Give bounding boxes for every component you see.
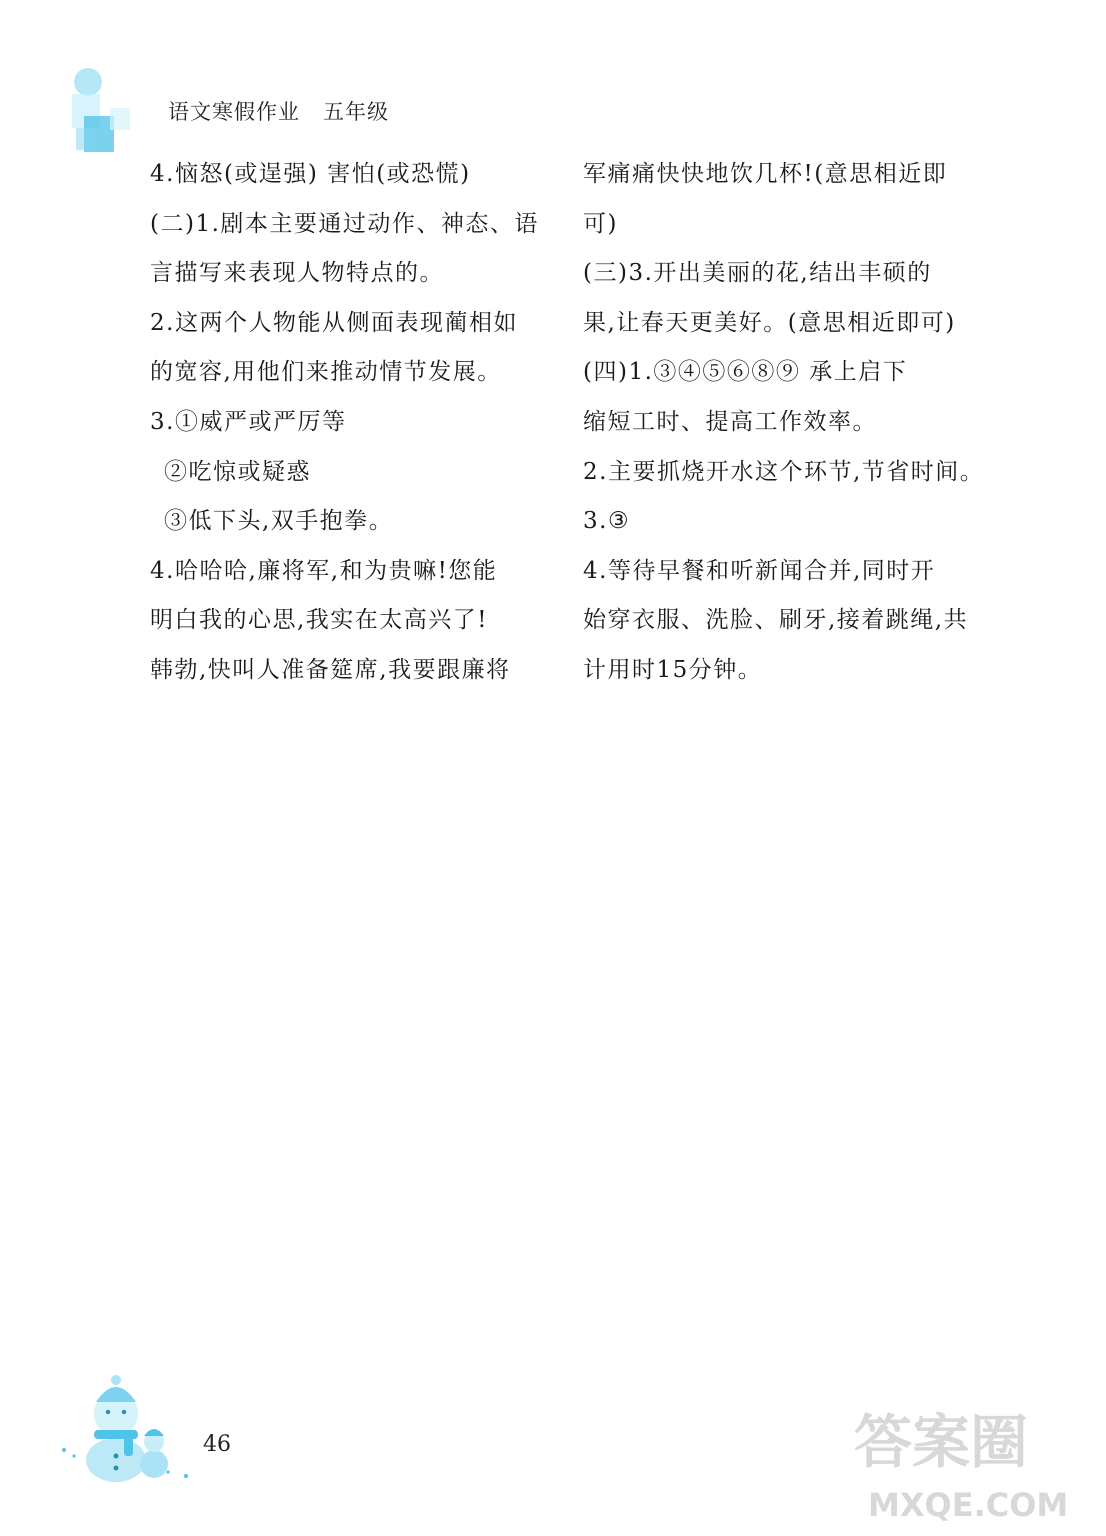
answer-line: 3.③ [583,508,631,535]
answer-line: 军痛痛快快地饮几杯!(意思相近即 [583,161,948,187]
answer-line: 3.①威严或严厉等 [150,408,347,435]
watermark-url-text: MXQE.COM [868,1486,1069,1524]
answer-line: 4.恼怒(或逞强) 害怕(或恐慌) [150,161,471,187]
answer-line: 始穿衣服、洗脸、刷牙,接着跳绳,共 [583,607,969,634]
answer-line: 2.这两个人物能从侧面表现蔺相如 [150,309,518,336]
left-answer-column [150,150,550,696]
page-header-title: 语文寒假作业 五年级 [168,100,390,124]
answer-line: (三)3.开出美丽的花,结出丰硕的 [583,260,932,287]
answer-line: 4.哈哈哈,廉将军,和为贵嘛!您能 [150,557,498,584]
answer-line: 可) [583,210,618,237]
answer-line: 计用时15分钟。 [583,656,763,683]
answer-line: (二)1.剧本主要通过动作、神态、语 [150,210,539,237]
answer-line: 言描写来表现人物特点的。 [150,260,444,287]
answer-line: 4.等待早餐和听新闻合并,同时开 [583,557,936,584]
answer-line: 缩短工时、提高工作效率。 [583,408,877,435]
snowman-icon [56,1372,196,1482]
watermark-logo-icon [848,1380,1088,1530]
right-answer-column [583,150,985,696]
watermark-logo-text: 答案圈 [854,1408,1029,1476]
answer-line: 2.主要抓烧开水这个环节,节省时间。 [583,458,985,485]
answer-line: 果,让春天更美好。(意思相近即可) [583,309,956,336]
answer-line: 韩勃,快叫人准备筵席,我要跟廉将 [150,656,511,683]
answer-line: 的宽容,用他们来推动情节发展。 [150,359,502,386]
page-number: 46 [203,1432,231,1457]
answer-line: (四)1.③④⑤⑥⑧⑨ 承上启下 [583,359,908,386]
header-decoration-icon [66,64,146,164]
answer-line: ②吃惊或疑惑 [164,458,311,485]
answer-line: 明白我的心思,我实在太高兴了! [150,607,489,634]
answer-line: ③低下头,双手抱拳。 [164,508,394,535]
